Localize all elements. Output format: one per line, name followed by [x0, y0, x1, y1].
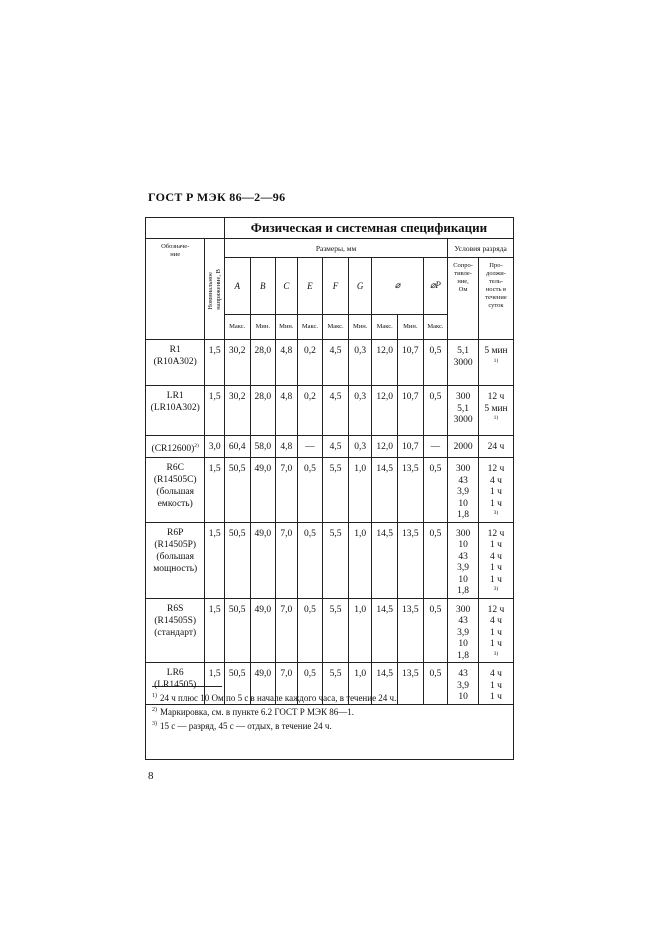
- col-resistance-header: Сопро- тивле- ние, Ом: [448, 258, 479, 340]
- resistance-value: 10: [458, 574, 468, 585]
- value-a-max: 50,5: [224, 663, 250, 705]
- row-resistance: [448, 598, 479, 663]
- value-a-max: 30,2: [224, 340, 250, 386]
- value-c-min: 7,0: [276, 522, 298, 598]
- minmax-e: Макс.: [297, 314, 323, 339]
- duration-value: 12 ч: [487, 604, 505, 615]
- duration-value: 1 ч: [490, 574, 502, 585]
- resistance-value: 3,9: [457, 487, 470, 497]
- value-diameter-p-max: 0,5: [423, 340, 448, 386]
- row-designation: [146, 436, 205, 458]
- footnote-2-text: Маркировка, см. в пункте 6.2 ГОСТ Р МЭК 86—1.: [160, 707, 354, 717]
- designation-line: (R14505S): [154, 615, 197, 626]
- dim-letter-a: A: [224, 258, 250, 315]
- designation-line: R6C: [166, 463, 184, 473]
- value-diameter-p-max: 0,5: [423, 386, 448, 436]
- duration-value: 1 ч: [490, 563, 502, 573]
- designation-line: мощность): [153, 563, 198, 574]
- value-g-min: 1,0: [348, 458, 372, 523]
- row-duration: [478, 522, 513, 598]
- value-c-min: 4,8: [276, 340, 298, 386]
- footnote-1: [152, 690, 396, 704]
- value-diameter-max: 12,0: [372, 386, 398, 436]
- duration-value: 1 ч: [490, 627, 502, 638]
- value-a-max: 30,2: [224, 386, 250, 436]
- dim-letter-g: G: [348, 258, 372, 315]
- value-diameter-max: 12,0: [372, 340, 398, 386]
- minmax-c: Мин.: [276, 314, 298, 339]
- row-designation: [146, 458, 205, 523]
- value-b-min: 28,0: [250, 386, 276, 436]
- duration-value: 1 ч: [490, 680, 502, 691]
- value-e-max: 0,5: [297, 663, 323, 705]
- resistance-value: 3000: [453, 415, 473, 425]
- duration-footnote-mark: 3): [493, 586, 499, 592]
- value-f-max: 4,5: [323, 340, 349, 386]
- duration-value: 4 ч: [490, 669, 502, 679]
- row-duration: [478, 436, 513, 458]
- page-number: 8: [148, 770, 154, 782]
- minmax-g: Мин.: [348, 314, 372, 339]
- designation-line: емкость): [157, 499, 193, 509]
- value-c-min: 7,0: [276, 458, 298, 523]
- duration-value: 1 ч: [490, 639, 502, 649]
- footnote-3-text: 15 с — разряд, 45 с — отдых, в течение 24 ч.: [160, 721, 332, 731]
- duration-value: 5 мин: [484, 346, 508, 356]
- value-e-max: 0,5: [297, 598, 323, 663]
- value-e-max: 0,5: [297, 458, 323, 523]
- designation-line: (R14505P): [154, 539, 197, 550]
- value-g-min: 1,0: [348, 663, 372, 705]
- value-c-min: 7,0: [276, 598, 298, 663]
- footnote-3-mark: 3): [152, 721, 157, 727]
- designation-line: (большая: [156, 551, 195, 562]
- duration-value: 4 ч: [490, 475, 502, 486]
- table-title: Физическая и системная спецификации: [224, 218, 513, 239]
- resistance-value: 43: [458, 616, 468, 626]
- value-g-min: 1,0: [348, 598, 372, 663]
- duration-value: 12 ч: [487, 392, 505, 402]
- value-c-min: 4,8: [276, 436, 298, 458]
- designation-line: (LR10A302): [150, 403, 200, 413]
- designation-line: (R10A302): [153, 357, 197, 367]
- footnote-3: [152, 718, 396, 732]
- designation-line: (R14505C): [153, 475, 197, 485]
- value-f-max: 5,5: [323, 458, 349, 523]
- value-g-min: 0,3: [348, 436, 372, 458]
- value-diameter-max: 14,5: [372, 458, 398, 523]
- designation-line: (LR14505): [154, 680, 197, 690]
- dim-letter-diameter-p: ⌀P: [423, 258, 448, 315]
- value-b-min: 58,0: [250, 436, 276, 458]
- table-row: [146, 436, 514, 458]
- title-spacer: [146, 218, 225, 239]
- row-designation: [146, 598, 205, 663]
- duration-value: 12 ч: [487, 464, 505, 474]
- col-voltage-header: [205, 239, 224, 340]
- dim-letter-e: E: [297, 258, 323, 315]
- value-a-max: 50,5: [224, 458, 250, 523]
- resistance-value: 3,9: [457, 680, 470, 691]
- resistance-value: 300: [455, 604, 471, 615]
- value-diameter-min: 13,5: [398, 598, 424, 663]
- value-diameter-p-max: 0,5: [423, 458, 448, 523]
- row-resistance: [448, 386, 479, 436]
- value-diameter-p-max: 0,5: [423, 598, 448, 663]
- footnote-2: [152, 704, 396, 718]
- value-f-max: 4,5: [323, 436, 349, 458]
- resistance-value: 3000: [453, 357, 473, 368]
- resistance-value: 300: [455, 392, 471, 402]
- resistance-value: 300: [455, 464, 471, 474]
- minmax-a: Макс.: [224, 314, 250, 339]
- value-f-max: 5,5: [323, 598, 349, 663]
- value-diameter-min: 13,5: [398, 458, 424, 523]
- value-diameter-max: 14,5: [372, 522, 398, 598]
- resistance-value: 43: [458, 669, 468, 679]
- row-duration: [478, 663, 513, 705]
- value-diameter-p-max: 0,5: [423, 522, 448, 598]
- footnote-1-text: 24 ч плюс 10 Ом по 5 с в начале каждого часа, в течение 24 ч.: [160, 693, 397, 703]
- row-resistance: [448, 340, 479, 386]
- col-designation-header: Обозначе- ние: [146, 239, 205, 340]
- col-dimensions-header: Размеры, мм: [224, 239, 447, 258]
- table-row: [146, 598, 514, 663]
- value-b-min: 49,0: [250, 663, 276, 705]
- minmax-diameter-min: Мин.: [398, 314, 424, 339]
- value-a-max: 50,5: [224, 522, 250, 598]
- resistance-value: 10: [458, 540, 468, 550]
- resistance-value: 10: [458, 639, 468, 649]
- value-e-max: 0,2: [297, 340, 323, 386]
- col-duration-header: Про- должи- тель- ность в течение суток: [478, 258, 513, 340]
- value-g-min: 0,3: [348, 340, 372, 386]
- duration-value: 1 ч: [490, 692, 502, 702]
- designation-line: LR6: [166, 668, 184, 678]
- resistance-value: 5,1: [457, 403, 470, 414]
- value-b-min: 49,0: [250, 598, 276, 663]
- footnotes: [152, 690, 396, 732]
- duration-value: 24 ч: [487, 442, 505, 452]
- document-header: ГОСТ Р МЭК 86—2—96: [148, 190, 286, 204]
- value-a-max: 50,5: [224, 598, 250, 663]
- value-diameter-max: 14,5: [372, 598, 398, 663]
- row-voltage: 1,5: [205, 598, 224, 663]
- row-voltage: 1,5: [205, 663, 224, 705]
- table-row: [146, 458, 514, 523]
- resistance-value: 1,8: [457, 650, 470, 661]
- footnote-2-mark: 2): [152, 707, 157, 713]
- duration-value: 1 ч: [490, 540, 502, 550]
- row-resistance: [448, 663, 479, 705]
- footnote-1-mark: 1): [152, 693, 157, 699]
- designation-footnote-mark: 2): [194, 443, 199, 449]
- value-diameter-min: 10,7: [398, 436, 424, 458]
- value-diameter-min: 10,7: [398, 340, 424, 386]
- duration-value: 1 ч: [490, 487, 502, 497]
- row-resistance: [448, 436, 479, 458]
- designation-line: (большая: [156, 487, 195, 497]
- resistance-value: 10: [458, 692, 468, 702]
- designation-line: (CR12600): [151, 444, 195, 455]
- dim-letter-b: B: [250, 258, 276, 315]
- resistance-value: 43: [458, 551, 468, 562]
- row-duration: [478, 458, 513, 523]
- value-diameter-max: 14,5: [372, 663, 398, 705]
- specification-table: [145, 217, 514, 760]
- footnote-divider: [152, 686, 222, 687]
- dim-letter-diameter: ⌀: [372, 258, 423, 315]
- designation-line: LR1: [166, 391, 184, 401]
- duration-value: 12 ч: [487, 528, 505, 539]
- resistance-value: 2000: [453, 442, 473, 452]
- value-f-max: 4,5: [323, 386, 349, 436]
- duration-footnote-mark: 3): [493, 650, 499, 657]
- resistance-value: 1,8: [457, 586, 470, 596]
- designation-line: R6S: [167, 603, 184, 614]
- value-g-min: 1,0: [348, 522, 372, 598]
- row-designation: [146, 386, 205, 436]
- minmax-diameter-p: Макс.: [423, 314, 448, 339]
- duration-value: 5 мин: [484, 403, 508, 414]
- dim-letter-f: F: [323, 258, 349, 315]
- col-conditions-header: Условия разряда: [448, 239, 514, 258]
- resistance-value: 1,8: [457, 510, 470, 520]
- value-f-max: 5,5: [323, 663, 349, 705]
- minmax-f: Макс.: [323, 314, 349, 339]
- row-resistance: [448, 458, 479, 523]
- value-b-min: 49,0: [250, 458, 276, 523]
- value-diameter-min: 13,5: [398, 663, 424, 705]
- duration-footnote-mark: 3): [493, 510, 499, 516]
- row-voltage: 1,5: [205, 340, 224, 386]
- resistance-value: 3,9: [457, 563, 470, 573]
- value-e-max: 0,2: [297, 386, 323, 436]
- table-row: [146, 522, 514, 598]
- row-resistance: [448, 522, 479, 598]
- value-b-min: 49,0: [250, 522, 276, 598]
- resistance-value: 5,1: [457, 346, 470, 356]
- duration-footnote-mark: 1): [493, 357, 499, 364]
- value-a-max: 60,4: [224, 436, 250, 458]
- duration-value: 4 ч: [490, 616, 502, 626]
- value-diameter-min: 10,7: [398, 386, 424, 436]
- row-voltage: 1,5: [205, 458, 224, 523]
- value-diameter-p-max: —: [423, 436, 448, 458]
- duration-footnote-mark: 1): [493, 415, 499, 421]
- row-duration: [478, 598, 513, 663]
- table-row: [146, 340, 514, 386]
- minmax-diameter-max: Макс.: [372, 314, 398, 339]
- designation-line: R1: [169, 345, 181, 355]
- designation-line: R6P: [167, 527, 184, 538]
- minmax-b: Мин.: [250, 314, 276, 339]
- value-c-min: 7,0: [276, 663, 298, 705]
- row-duration: [478, 386, 513, 436]
- resistance-value: 300: [455, 528, 471, 539]
- designation-line: (стандарт): [154, 627, 197, 638]
- row-voltage: 3,0: [205, 436, 224, 458]
- row-voltage: 1,5: [205, 386, 224, 436]
- voltage-header-label: Номинальное напряжение, В: [206, 268, 222, 310]
- table-row: [146, 386, 514, 436]
- resistance-value: 10: [458, 498, 468, 509]
- value-diameter-p-max: 0,5: [423, 663, 448, 705]
- resistance-value: 3,9: [457, 627, 470, 638]
- value-diameter-max: 12,0: [372, 436, 398, 458]
- row-duration: [478, 340, 513, 386]
- row-designation: [146, 522, 205, 598]
- value-diameter-min: 13,5: [398, 522, 424, 598]
- resistance-value: 43: [458, 475, 468, 486]
- duration-value: 4 ч: [490, 551, 502, 562]
- value-f-max: 5,5: [323, 522, 349, 598]
- duration-value: 1 ч: [490, 498, 502, 509]
- value-g-min: 0,3: [348, 386, 372, 436]
- dim-letter-c: C: [276, 258, 298, 315]
- row-designation: [146, 340, 205, 386]
- value-e-max: —: [297, 436, 323, 458]
- value-e-max: 0,5: [297, 522, 323, 598]
- value-b-min: 28,0: [250, 340, 276, 386]
- row-voltage: 1,5: [205, 522, 224, 598]
- value-c-min: 4,8: [276, 386, 298, 436]
